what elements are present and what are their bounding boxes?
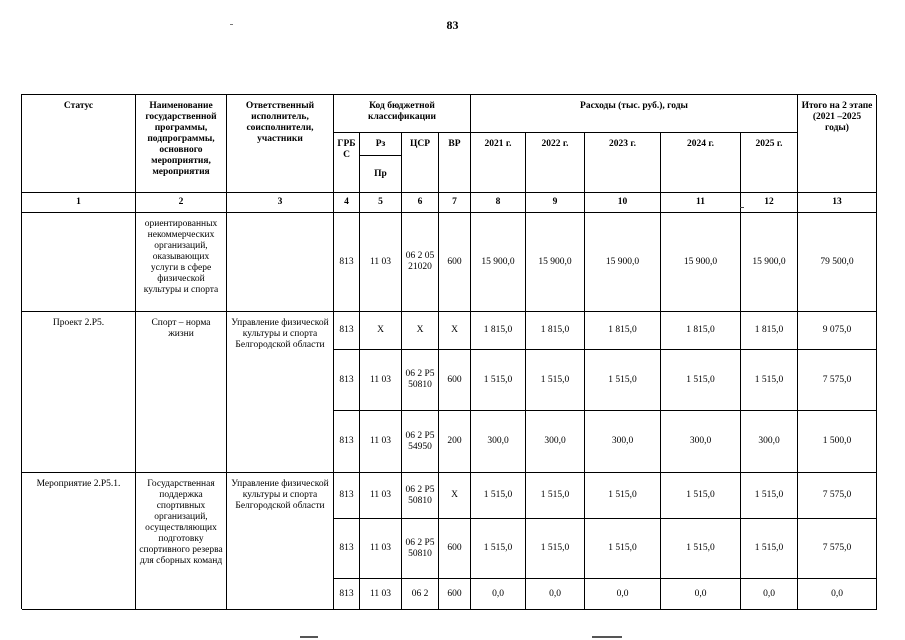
name-cell: ориентированных некоммерческих организаций, оказывающих услуги в сфере физической культуры и спорта (136, 213, 227, 312)
scan-mark (300, 636, 318, 638)
column-number: 12 (741, 193, 798, 213)
header-year-2024: 2024 г. (661, 133, 741, 193)
vr-cell: 600 (439, 350, 471, 411)
header-total: Итого на 2 этапе (2021 –2025 годы) (798, 95, 877, 193)
page-number: 83 (446, 18, 459, 32)
header-vr: ВР (439, 133, 471, 193)
amount-2023: 15 900,0 (585, 213, 661, 312)
column-number: 1 (22, 193, 136, 213)
header-status: Статус (22, 95, 136, 193)
grbs-cell: 813 (334, 579, 360, 610)
rzpr-cell: 11 03 (360, 519, 402, 579)
csr-cell: 06 2 05 21020 (402, 213, 439, 312)
grbs-cell: 813 (334, 312, 360, 350)
amount-2024: 1 815,0 (661, 312, 741, 350)
column-number: 4 (334, 193, 360, 213)
amount-2022: 1 815,0 (526, 312, 585, 350)
amount-2024: 0,0 (661, 579, 741, 610)
amount-2024: 15 900,0 (661, 213, 741, 312)
status-cell: Мероприятие 2.Р5.1. (22, 473, 136, 610)
amount-2021: 1 515,0 (471, 519, 526, 579)
rzpr-cell: 11 03 (360, 411, 402, 473)
amount-2022: 1 515,0 (526, 350, 585, 411)
grbs-cell: 813 (334, 519, 360, 579)
amount-2021: 1 815,0 (471, 312, 526, 350)
header-year-2022: 2022 г. (526, 133, 585, 193)
csr-cell: 06 2 Р5 54950 (402, 411, 439, 473)
column-number: 13 (798, 193, 877, 213)
amount-2021: 15 900,0 (471, 213, 526, 312)
header-expenses: Расходы (тыс. руб.), годы (471, 95, 798, 133)
amount-total: 79 500,0 (798, 213, 877, 312)
vr-cell: Х (439, 473, 471, 519)
amount-2023: 1 815,0 (585, 312, 661, 350)
amount-2023: 0,0 (585, 579, 661, 610)
grbs-cell: 813 (334, 411, 360, 473)
amount-total: 0,0 (798, 579, 877, 610)
executor-cell: Управление физической культуры и спорта Белгородской области (227, 312, 334, 473)
executor-cell (227, 213, 334, 312)
grbs-cell: 813 (334, 213, 360, 312)
amount-2021: 1 515,0 (471, 350, 526, 411)
rzpr-cell: 11 03 (360, 350, 402, 411)
rzpr-cell: 11 03 (360, 579, 402, 610)
amount-total: 9 075,0 (798, 312, 877, 350)
header-year-2023: 2023 г. (585, 133, 661, 193)
amount-2024: 1 515,0 (661, 473, 741, 519)
amount-2024: 300,0 (661, 411, 741, 473)
amount-2025: 300,0 (741, 411, 798, 473)
amount-2022: 1 515,0 (526, 519, 585, 579)
column-number: 2 (136, 193, 227, 213)
rzpr-cell: 11 03 (360, 473, 402, 519)
header-executor: Ответственный исполнитель, соисполнители, участники (227, 95, 334, 193)
scan-mark (592, 636, 622, 638)
amount-2025: 1 515,0 (741, 519, 798, 579)
amount-2025: 0,0 (741, 579, 798, 610)
amount-2022: 300,0 (526, 411, 585, 473)
scan-mark (230, 24, 233, 25)
header-pr: Пр (360, 156, 402, 193)
header-csr: ЦСР (402, 133, 439, 193)
amount-2022: 0,0 (526, 579, 585, 610)
amount-total: 7 575,0 (798, 519, 877, 579)
amount-2021: 300,0 (471, 411, 526, 473)
header-year-2025: 2025 г. (741, 133, 798, 193)
name-cell: Спорт – норма жизни (136, 312, 227, 473)
column-number: 5 (360, 193, 402, 213)
name-cell: Государственная поддержка спортивных организаций, осуществляющих подготовку спортивного резерва для сборных команд (136, 473, 227, 610)
amount-2025: 1 515,0 (741, 350, 798, 411)
budget-table (21, 94, 876, 609)
header-grbs: ГРБ С (334, 133, 360, 193)
column-number: 10 (585, 193, 661, 213)
amount-2022: 1 515,0 (526, 473, 585, 519)
vr-cell: Х (439, 312, 471, 350)
status-cell: Проект 2.Р5. (22, 312, 136, 473)
vr-cell: 200 (439, 411, 471, 473)
header-rz: Рз (360, 133, 402, 156)
csr-cell: 06 2 (402, 579, 439, 610)
column-number: 11 (661, 193, 741, 213)
status-cell (22, 213, 136, 312)
grbs-cell: 813 (334, 473, 360, 519)
amount-2025: 1 515,0 (741, 473, 798, 519)
amount-2023: 1 515,0 (585, 519, 661, 579)
amount-total: 7 575,0 (798, 473, 877, 519)
column-number: 6 (402, 193, 439, 213)
header-budget-code: Код бюджетной классификации (334, 95, 471, 133)
amount-2021: 0,0 (471, 579, 526, 610)
column-number: 7 (439, 193, 471, 213)
vr-cell: 600 (439, 213, 471, 312)
column-number: 3 (227, 193, 334, 213)
csr-cell: 06 2 Р5 50810 (402, 350, 439, 411)
rzpr-cell: Х (360, 312, 402, 350)
column-number: 8 (471, 193, 526, 213)
amount-total: 1 500,0 (798, 411, 877, 473)
amount-2023: 1 515,0 (585, 350, 661, 411)
csr-cell: 06 2 Р5 50810 (402, 519, 439, 579)
amount-total: 7 575,0 (798, 350, 877, 411)
amount-2025: 1 815,0 (741, 312, 798, 350)
scan-mark (740, 207, 744, 208)
header-name: Наименование государственной программы, подпрограммы, основного мероприятия, мероприятия (136, 95, 227, 193)
csr-cell: Х (402, 312, 439, 350)
amount-2023: 300,0 (585, 411, 661, 473)
amount-2022: 15 900,0 (526, 213, 585, 312)
vr-cell: 600 (439, 519, 471, 579)
csr-cell: 06 2 Р5 50810 (402, 473, 439, 519)
executor-cell: Управление физической культуры и спорта Белгородской области (227, 473, 334, 610)
rzpr-cell: 11 03 (360, 213, 402, 312)
grbs-cell: 813 (334, 350, 360, 411)
amount-2024: 1 515,0 (661, 519, 741, 579)
header-year-2021: 2021 г. (471, 133, 526, 193)
amount-2021: 1 515,0 (471, 473, 526, 519)
amount-2024: 1 515,0 (661, 350, 741, 411)
amount-2023: 1 515,0 (585, 473, 661, 519)
vr-cell: 600 (439, 579, 471, 610)
column-number: 9 (526, 193, 585, 213)
amount-2025: 15 900,0 (741, 213, 798, 312)
